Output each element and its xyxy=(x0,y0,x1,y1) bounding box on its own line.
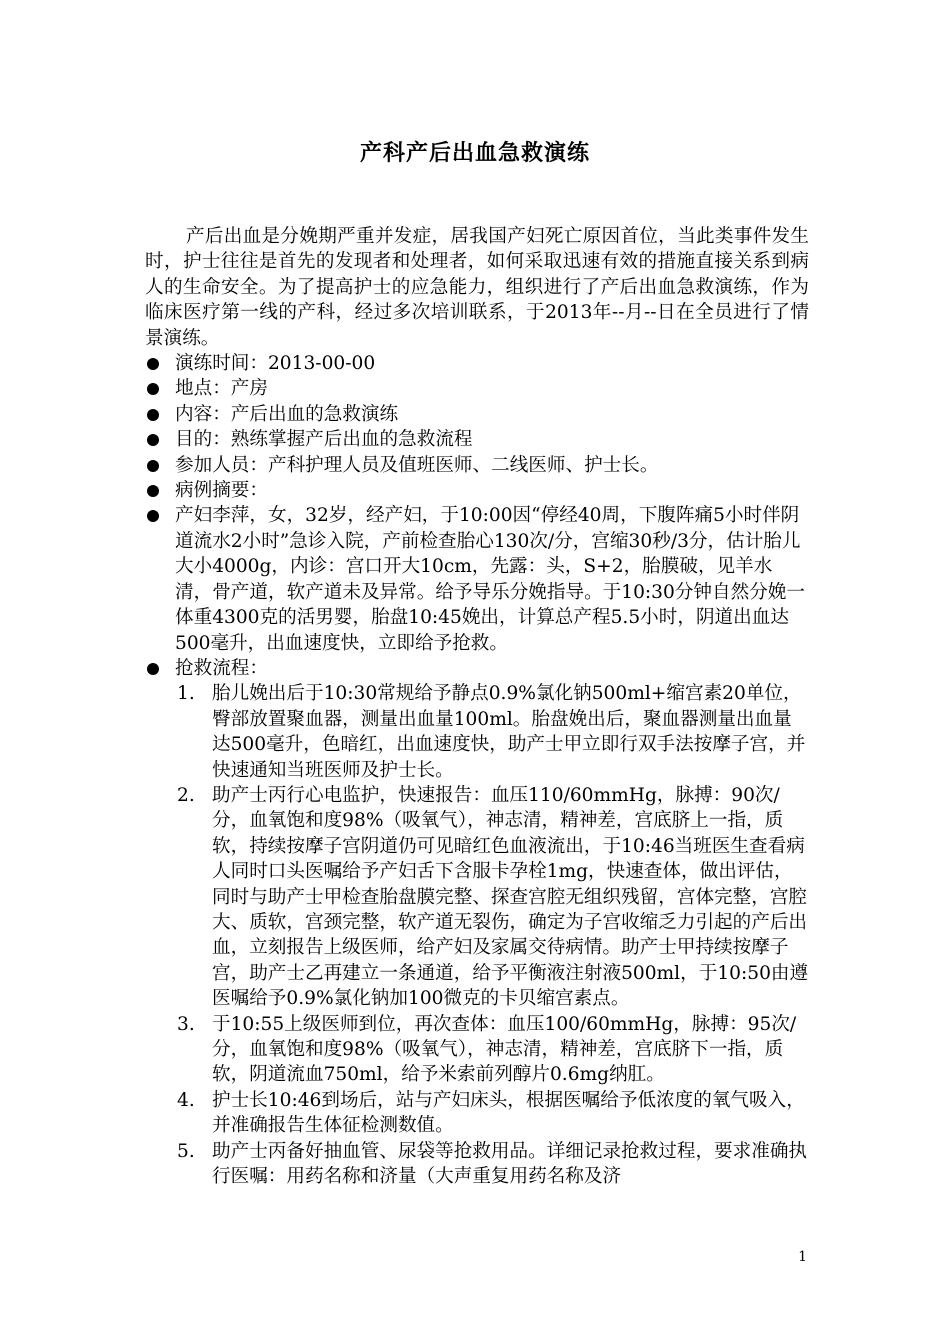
step-number: 2. xyxy=(177,784,195,806)
step-item xyxy=(145,1012,809,1088)
step-number: 4. xyxy=(177,1089,195,1111)
intro-paragraph: 产后出血是分娩期严重并发症，居我国产妇死亡原因首位，当此类事件发生时，护士往往是首先的发现者和处理者，如何采取迅速有效的措施直接关系到病人的生命安全。为了提高护士的应急能力，组织进行了产后出血急救演练，作为临床医疗第一线的产科，经过多次培训联系，于2013年--月--日在全员进行了情景演练。 xyxy=(145,226,809,349)
bullet-icon xyxy=(147,485,159,497)
step-text: 助产士丙备好抽血管、尿袋等抢救用品。详细记录抢救过程，要求准确执行医嘱：用药名称和济量（大声重复用药名称及济 xyxy=(212,1140,808,1188)
bullet-text: 病例摘要： xyxy=(175,480,268,502)
step-item xyxy=(145,1139,809,1190)
bullet-icon xyxy=(147,460,159,472)
bullet-text: 目的：熟练掌握产后出血的急救流程 xyxy=(175,429,473,451)
bullet-item xyxy=(145,656,809,1190)
step-number: 3. xyxy=(177,1013,195,1035)
document-body xyxy=(145,224,809,1189)
bullet-text: 演练时间：2013-00-00 xyxy=(175,353,376,375)
bullet-icon xyxy=(147,358,159,370)
bullet-text: 抢救流程： xyxy=(175,657,268,679)
bullet-item xyxy=(145,427,809,452)
page-number: 1 xyxy=(798,1249,807,1265)
bullet-item xyxy=(145,402,809,427)
bullet-item xyxy=(145,351,809,376)
step-text: 胎儿娩出后于10:30常规给予静点0.9%氯化钠500ml+缩宫素20单位，臀部放置聚血器，测量出血量100ml。胎盘娩出后，聚血器测量出血量达500毫升，色暗红，出血速度快，助产士甲立即行双手法按摩子宫，并快速通知当班医师及护士长。 xyxy=(212,683,806,781)
step-item xyxy=(145,783,809,1012)
step-text: 护士长10:46到场后，站与产妇床头，根据医嘱给予低浓度的氧气吸入，并准确报告生体征检测数值。 xyxy=(212,1089,805,1137)
bullet-icon xyxy=(147,510,159,522)
step-text: 助产士丙行心电监护，快速报告：血压110/60mmHg，脉搏：90次/分，血氧饱和度98%（吸氧气），神志清，精神差，宫底脐上一指，质软，持续按摩子宫阴道仍可见暗红色血液流出，于10:46当班医生查看病人同时口头医嘱给予产妇舌下含服卡孕栓1mg，快速查体，做出评估，同时与助产士甲检查胎盘膜完整、探查宫腔无组织残留，宫体完整，宫腔大、质软，宫颈完整，软产道无裂伤，确定为子宫收缩乏力引起的产后出血，立刻报告上级医师，给产妇及家属交待病情。助产士甲持续按摩子宫，助产士乙再建立一条通道，给予平衡液注射液500ml，于10:50由遵医嘱给予0.9%氯化钠加100微克的卡贝缩宫素点。 xyxy=(212,784,809,1010)
step-number: 1. xyxy=(177,683,195,705)
rescue-steps-list xyxy=(175,681,809,1189)
bullet-item xyxy=(145,478,809,503)
bullet-text: 参加人员：产科护理人员及值班医师、二线医师、护士长。 xyxy=(175,454,659,476)
bullet-list xyxy=(145,351,809,1189)
bullet-item xyxy=(145,376,809,401)
step-item xyxy=(145,1088,809,1139)
step-text: 于10:55上级医师到位，再次查体：血压100/60mmHg，脉搏：95次/分，血氧饱和度98%（吸氧气），神志清，精神差，宫底脐下一指，质软，阴道流血750ml，给予米索前列醇片0.6mg纳肛。 xyxy=(212,1013,797,1086)
step-item xyxy=(145,681,809,783)
bullet-icon xyxy=(147,383,159,395)
bullet-text: 地点：产房 xyxy=(175,378,268,400)
bullet-item xyxy=(145,503,809,655)
step-number: 5. xyxy=(177,1140,195,1162)
bullet-text: 产妇李萍，女，32岁，经产妇，于10:00因“停经40周，下腹阵痛5小时伴阴道流水2小时”急诊入院，产前检查胎心130次/分，宫缩30秒/3分，估计胎儿大小4000g，内诊：宫口开大10cm，先露：头，S+2，胎膜破，见羊水清，骨产道，软产道未及异常。给予导乐分娩指导。于10:30分钟自然分娩一体重4300克的活男婴，胎盘10:45娩出，计算总产程5.5小时，阴道出血达500毫升，出血速度快，立即给予抢救。 xyxy=(175,505,805,654)
bullet-icon xyxy=(147,409,159,421)
bullet-text: 内容：产后出血的急救演练 xyxy=(175,403,399,425)
bullet-icon xyxy=(147,434,159,446)
bullet-item xyxy=(145,453,809,478)
document-title: 产科产后出血急救演练 xyxy=(359,140,590,166)
bullet-icon xyxy=(147,663,159,675)
